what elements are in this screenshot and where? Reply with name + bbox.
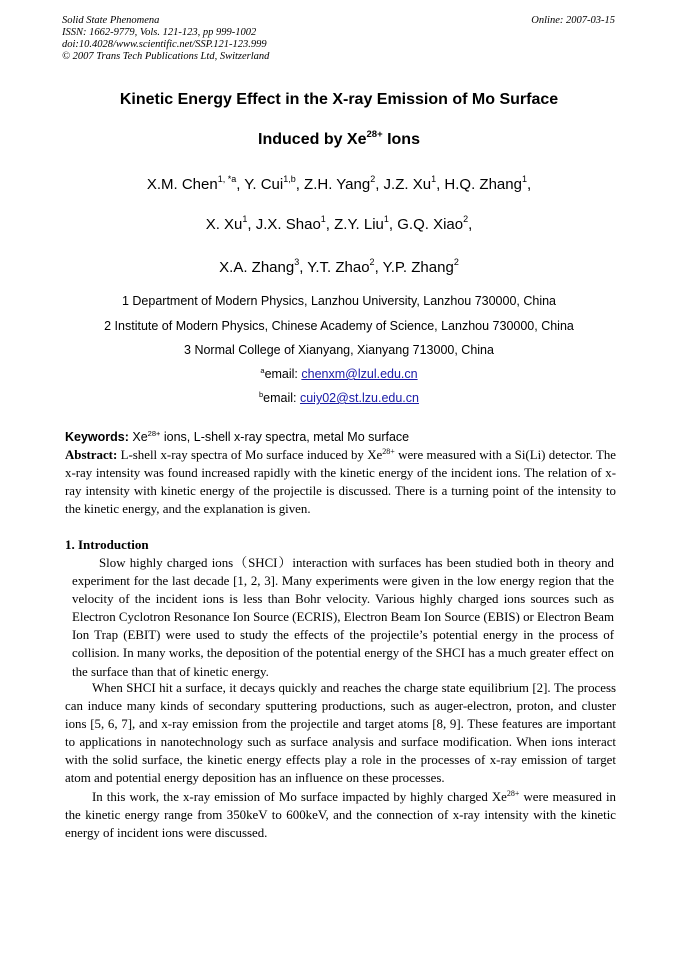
- intro-paragraphs: [65, 679, 616, 842]
- author-affiliation-mark: 2: [370, 174, 376, 184]
- title-superscript: 28+: [366, 129, 383, 140]
- paper-title-line-1: Kinetic Energy Effect in the X-ray Emission of Mo Surface: [119, 91, 559, 108]
- author-affiliation-mark: 2: [369, 257, 375, 267]
- abstract-superscript: 28+: [382, 447, 395, 456]
- author-name: X.A. Zhang: [219, 259, 295, 276]
- email-label: email:: [264, 367, 302, 381]
- online-date: Online: 2007-03-15: [531, 15, 615, 26]
- abstract: [65, 446, 616, 518]
- title-text: Induced by Xe: [258, 131, 367, 148]
- email-link-chen[interactable]: chenxm@lzul.edu.cn: [301, 367, 418, 381]
- author-name: , Z.Y. Liu: [325, 216, 384, 233]
- affiliation-3: 3 Normal College of Xianyang, Xianyang 713000, China: [184, 343, 494, 357]
- paragraph-text: were measured in the kinetic energy range from 350keV to 600keV, and the connection of x-ray intensity with the kinetic energy of incident ions were discussed.: [65, 789, 617, 840]
- author-affiliation-mark: 2: [453, 257, 459, 267]
- keywords-label: Keywords:: [65, 430, 129, 444]
- section-heading-introduction: 1. Introduction: [65, 537, 149, 552]
- abstract-text: were measured with a Si(Li) detector. The x-ray intensity was found increased rapidly with the kinetic energy of the incident ions. The relation of x-ray intensity with kinetic energy of the projectile is discussed. There is a turning point of the intensity to the kinetic energy, and the explanation is given.: [65, 448, 616, 517]
- author-affiliation-mark: 1, *a: [217, 174, 237, 184]
- author-separator: ,: [468, 216, 473, 233]
- intro-paragraph-2: When SHCI hit a surface, it decays quickly and reaches the charge state equilibrium [2]. The process can induce many kinds of secondary sputtering productions, such as auger-electron, proton, and cluster ions [5, 6, 7], and x-ray emission from the projectile and target atoms [8, 9]. These features are important to applications in nanotechnology such as surface analysis and surface modification. When ions interact with the solid surface, the kinetic energy effects play a role in the processes of x-ray emission of target atom and potential energy deposition has an influence on these processes.: [65, 681, 616, 786]
- keywords-text: ions, L-shell x-ray spectra, metal Mo surface: [160, 430, 410, 444]
- author-separator: ,: [526, 176, 532, 193]
- email-link-cui[interactable]: cuiy02@st.lzu.edu.cn: [299, 391, 419, 405]
- email-label: email:: [263, 391, 300, 405]
- author-affiliation-mark: 1: [521, 174, 527, 184]
- paragraph-text: Slow highly charged ions（SHCI）interaction with surfaces has been studied both in theory and experiment for the last decade [1, 2, 3]. Many experiments were given in the low energy region that the velocity of the incident ions is less than Bohr velocity. Various highly charged ions sources such as Electron Cyclotron Resonance Ion Source (ECRIS), Electron Beam Ion Source (EBIS) or Electron Beam Ion Trap (EBIT) were used to study the effects of the projectile’s potential energy in the process of collision. In many works, the deposition of the potential energy of the SHCI has a much greater effect on the surface than that of kinetic energy.: [72, 556, 614, 679]
- author-affiliation-mark: 1: [320, 214, 326, 224]
- affiliation-2: 2 Institute of Modern Physics, Chinese Academy of Science, Lanzhou 730000, China: [104, 319, 574, 333]
- email-mark: b: [258, 390, 264, 399]
- author-name: X.M. Chen: [146, 176, 218, 193]
- journal-name: Solid State Phenomena: [62, 15, 160, 26]
- author-name: , Y. Cui: [236, 176, 284, 193]
- author-name: , J.X. Shao: [247, 216, 321, 233]
- author-name: , G.Q. Xiao: [388, 216, 464, 233]
- author-name: , H.Q. Zhang: [436, 176, 522, 193]
- journal-header: [62, 15, 269, 63]
- title-text: Ions: [382, 131, 420, 148]
- author-name: , J.Z. Xu: [375, 176, 432, 193]
- intro-paragraph-1: [72, 554, 614, 681]
- author-name: , Y.T. Zhao: [299, 259, 370, 276]
- keywords-superscript: 28+: [147, 429, 161, 438]
- author-affiliation-mark: 1,b: [283, 174, 296, 184]
- paper-title-line-2: [0, 131, 678, 149]
- author-name: , Z.H. Yang: [295, 176, 371, 193]
- author-line-1: [0, 176, 678, 193]
- abstract-text: L-shell x-ray spectra of Mo surface induced by Xe: [117, 448, 383, 462]
- journal-issn: ISSN: 1662-9779, Vols. 121-123, pp 999-1002: [62, 27, 257, 38]
- author-affiliation-mark: 1: [383, 214, 389, 224]
- email-mark: a: [260, 366, 265, 375]
- author-line-2: [0, 216, 678, 233]
- email-line-a: [0, 367, 678, 381]
- author-line-3: [0, 259, 678, 276]
- affiliation-1: 1 Department of Modern Physics, Lanzhou University, Lanzhou 730000, China: [121, 294, 557, 308]
- journal-doi: doi:10.4028/www.scientific.net/SSP.121-123.999: [62, 39, 267, 50]
- author-name: , Y.P. Zhang: [374, 259, 454, 276]
- author-name: X. Xu: [205, 216, 243, 233]
- abstract-label: Abstract:: [65, 448, 118, 462]
- author-affiliation-mark: 1: [242, 214, 248, 224]
- paragraph-text: In this work, the x-ray emission of Mo surface impacted by highly charged Xe: [92, 789, 507, 804]
- paragraph-superscript: 28+: [506, 788, 520, 798]
- email-line-b: [0, 391, 678, 405]
- keywords: [65, 430, 625, 444]
- author-affiliation-mark: 3: [294, 257, 300, 267]
- author-affiliation-mark: 2: [463, 214, 469, 224]
- keywords-text: Xe: [128, 430, 148, 444]
- intro-paragraph-3: [65, 788, 616, 842]
- author-affiliation-mark: 1: [431, 174, 437, 184]
- journal-copyright: © 2007 Trans Tech Publications Ltd, Switzerland: [62, 51, 270, 62]
